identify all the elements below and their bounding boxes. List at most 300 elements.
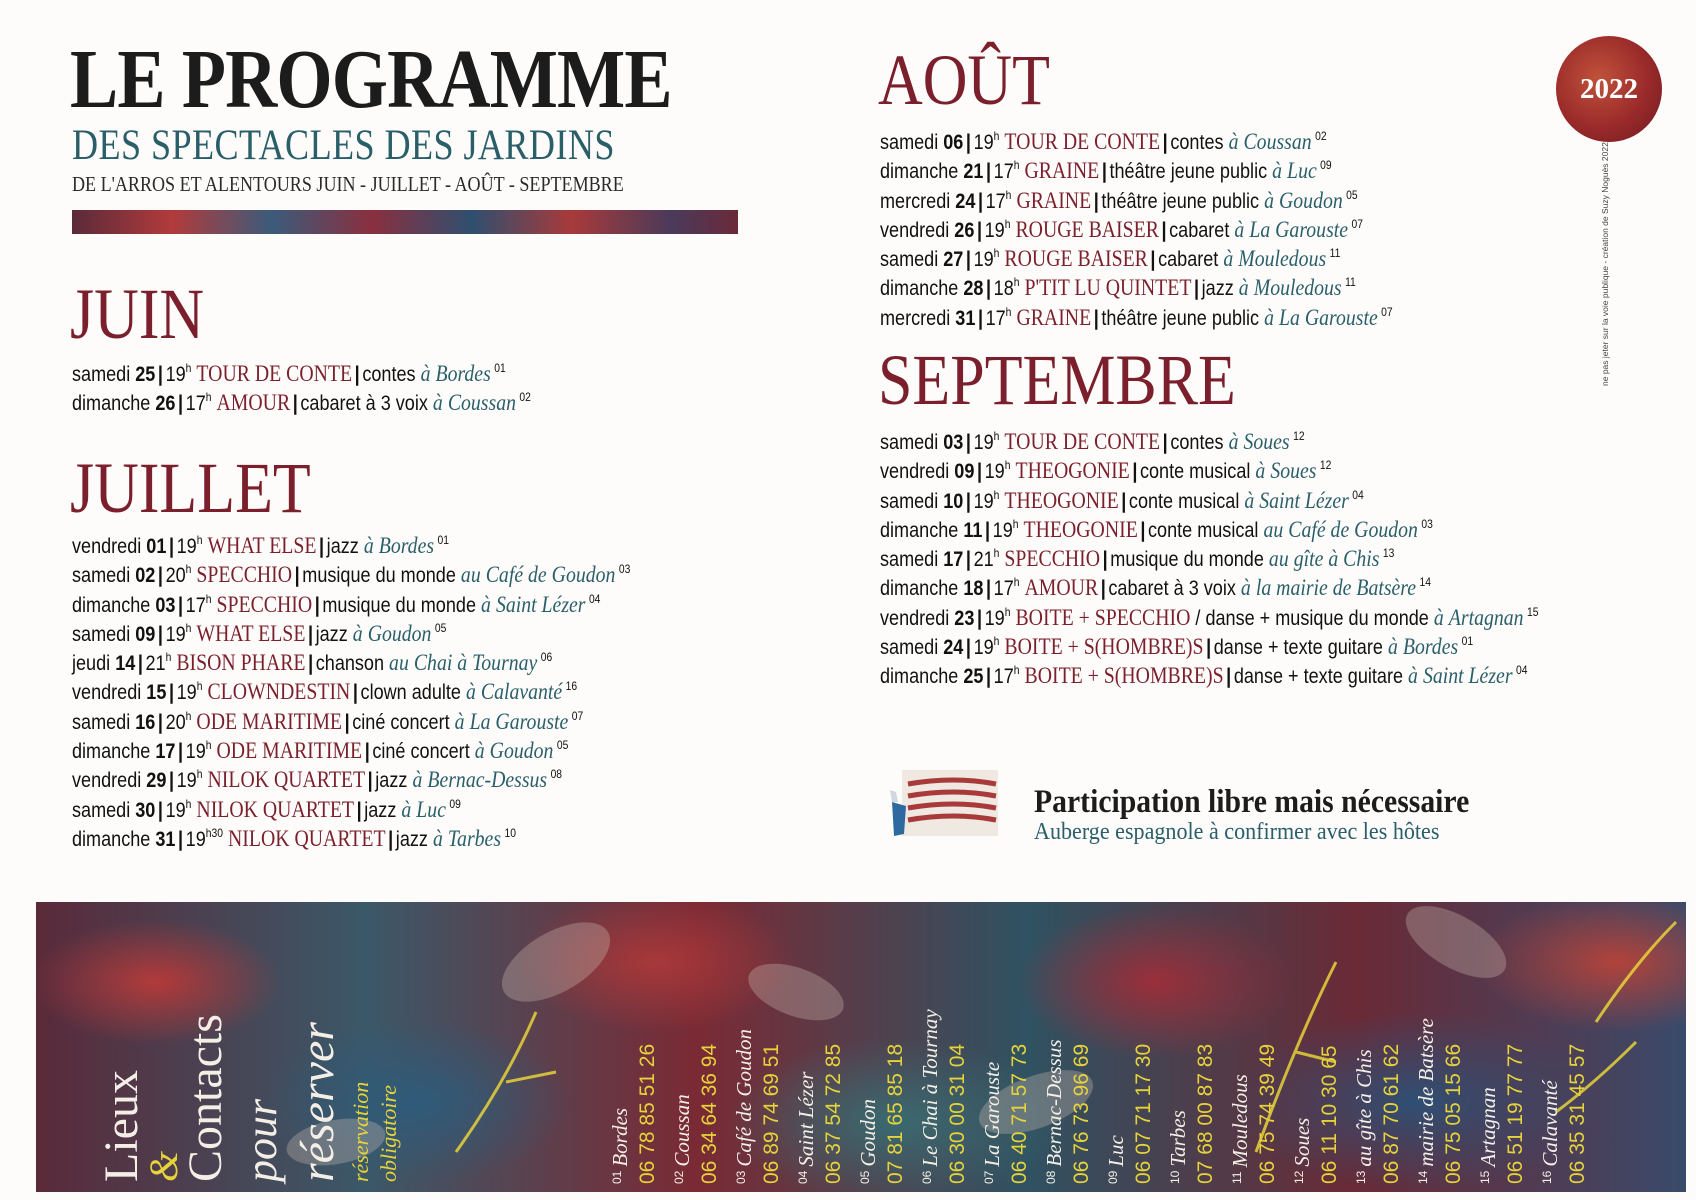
event-date: 09 [954, 460, 975, 484]
separator: | [178, 593, 184, 617]
venue-name: Mouledous [1228, 1074, 1252, 1168]
event-prep: à [1272, 158, 1283, 184]
separator: | [294, 564, 300, 588]
event-hour: 19 [984, 460, 1005, 484]
event-weekday: mercredi [880, 306, 951, 330]
event-weekday: dimanche [880, 518, 959, 542]
event-hour: 19 [992, 518, 1013, 542]
event-hour: 20 [165, 564, 186, 588]
event-weekday: dimanche [72, 392, 151, 416]
event-weekday: jeudi [72, 652, 111, 676]
event-hour-suffix: h [993, 129, 1000, 143]
event-date: 18 [963, 577, 984, 601]
event-date: 06 [943, 131, 964, 154]
separator: | [178, 392, 184, 416]
venue-name: Coussan [670, 1094, 694, 1167]
venue-number: 05 [858, 1170, 872, 1184]
event-weekday: samedi [72, 710, 131, 734]
event-weekday: samedi [880, 636, 939, 660]
event-title: ODE MARITIME [196, 708, 343, 734]
event-genre: théâtre jeune public [1109, 160, 1268, 184]
event-row [72, 585, 630, 617]
event-place: Saint Lézer [495, 591, 586, 617]
event-ref: 03 [618, 562, 631, 577]
event-row [72, 383, 531, 416]
event-hour-suffix: h [993, 487, 1000, 502]
event-list-juillet [72, 526, 721, 851]
event-genre: jazz [364, 798, 397, 822]
event-weekday: vendredi [880, 218, 950, 242]
event-weekday: vendredi [72, 535, 142, 558]
event-date: 24 [955, 189, 976, 213]
event-hour-suffix: h [1004, 458, 1011, 473]
event-title: BISON PHARE [176, 650, 306, 676]
event-list-septembre [880, 422, 1646, 689]
event-weekday: samedi [880, 548, 939, 572]
month-heading-juin: JUIN [70, 274, 205, 354]
band-title-pour: pour [237, 1098, 286, 1182]
event-place: Mouledous [1253, 275, 1342, 301]
separator: | [168, 681, 175, 705]
event-weekday: samedi [72, 622, 131, 646]
event-hour-suffix: h [993, 634, 1000, 649]
year-badge [1556, 36, 1662, 142]
event-place: Mouledous [1238, 246, 1327, 272]
event-ref: 05 [1346, 187, 1358, 202]
event-place: Calavanté [480, 679, 563, 705]
event-list-aout [880, 122, 1476, 330]
event-hour: 20 [165, 710, 186, 734]
event-title: P'TIT LU QUINTET [1024, 275, 1192, 301]
header-stripe [72, 210, 738, 234]
separator: | [1093, 306, 1099, 330]
event-prep: au [1263, 516, 1284, 542]
separator: | [985, 518, 991, 542]
venue-name-item [608, 902, 634, 1184]
venue-name: La Garouste [980, 1061, 1004, 1167]
venue-name-item [1352, 902, 1378, 1184]
event-hour: 17 [993, 577, 1014, 601]
event-place: Café de Goudon [1288, 516, 1418, 542]
event-title: GRAINE [1016, 304, 1092, 330]
event-weekday: dimanche [72, 740, 151, 764]
venue-name-item [1042, 902, 1068, 1184]
event-place: Goudon [489, 738, 554, 764]
event-place: Tarbes [447, 825, 502, 851]
event-day [72, 392, 175, 415]
event-date: 31 [955, 306, 976, 330]
event-prep: au [1268, 546, 1289, 572]
event-row [72, 526, 630, 558]
separator: | [965, 248, 971, 272]
event-hour-suffix: h [1004, 604, 1011, 619]
venue-name-item [980, 902, 1006, 1184]
event-time [985, 304, 1012, 330]
event-row [880, 451, 1538, 484]
event-place: Goudon [367, 620, 432, 646]
event-prep: à [1433, 604, 1444, 630]
venue-phone: 06 34 64 36 94 [698, 1043, 721, 1184]
separator: | [1194, 277, 1200, 301]
event-hour-suffix: h [993, 246, 1000, 261]
event-hour: 19 [185, 827, 206, 851]
separator: | [292, 392, 298, 416]
venue-phone: 06 30 00 31 04 [946, 1043, 969, 1184]
venue-number: 11 [1230, 1171, 1244, 1184]
event-ref: 15 [1526, 604, 1539, 619]
event-prep: à [1228, 429, 1239, 454]
event-time [186, 392, 212, 415]
event-date: 17 [155, 740, 176, 764]
event-prep: à [352, 620, 363, 646]
venue-name-item [918, 902, 944, 1184]
separator: | [307, 622, 314, 646]
separator: | [976, 606, 983, 630]
venue-name: Tarbes [1166, 1110, 1190, 1167]
venue-number: 13 [1354, 1170, 1368, 1184]
page-tagline: DE L'ARROS ET ALENTOURS JUIN - JUILLET - AOÛT - SEPTEMBRE [72, 172, 624, 196]
event-hour-suffix: h [185, 796, 192, 811]
venue-phone: 06 40 71 57 73 [1008, 1043, 1031, 1184]
event-title: NILOK QUARTET [207, 767, 366, 793]
event-hour: 19 [165, 363, 186, 386]
venue-number: 15 [1478, 1170, 1492, 1184]
band-reservation-line1: réservation [348, 1081, 373, 1182]
event-row [72, 672, 630, 705]
event-place: Bernac-Dessus [427, 767, 548, 793]
event-ref: 09 [1320, 158, 1332, 173]
event-day [72, 828, 175, 851]
event-prep: à [481, 591, 491, 617]
event-hour-suffix: h [1005, 187, 1012, 202]
separator: | [367, 769, 373, 793]
separator: | [178, 740, 184, 764]
event-genre: clown adulte [360, 681, 461, 705]
event-ref: 01 [1461, 634, 1474, 649]
event-weekday: dimanche [880, 160, 959, 184]
separator: | [1162, 131, 1168, 154]
venue-phone: 07 68 00 87 83 [1194, 1043, 1217, 1184]
venue-number: 06 [920, 1170, 934, 1184]
event-prep: à [1223, 246, 1234, 272]
event-row [880, 510, 1538, 542]
event-ref: 04 [1515, 663, 1528, 678]
separator: | [1132, 460, 1138, 484]
separator: | [157, 798, 163, 822]
event-title: AMOUR [216, 390, 291, 416]
event-date: 09 [135, 622, 156, 646]
separator: | [1206, 636, 1212, 660]
event-row [72, 643, 630, 676]
event-ref: 01 [494, 361, 506, 375]
event-title: THEOGONIE [1023, 516, 1138, 542]
event-genre: cabaret [1158, 248, 1219, 272]
event-hour-suffix: h [1013, 575, 1020, 590]
event-genre: musique du monde [322, 593, 476, 617]
event-hour: 17 [993, 160, 1014, 184]
separator: | [1140, 518, 1146, 542]
event-ref: 06 [540, 650, 553, 665]
event-hour: 17 [185, 392, 206, 416]
event-hour-suffix: h [1013, 275, 1020, 290]
event-hour: 17 [993, 665, 1014, 689]
event-hour: 19 [984, 606, 1005, 630]
event-genre: conte musical [1139, 460, 1251, 484]
event-ref: 07 [1381, 304, 1393, 319]
event-list-juin [72, 354, 606, 416]
event-date: 26 [954, 218, 975, 242]
event-place: Artagnan [1448, 604, 1524, 630]
event-row [880, 210, 1393, 242]
event-place: Coussan [447, 390, 516, 416]
event-weekday: dimanche [72, 827, 151, 851]
venue-name: Saint Lézer [794, 1071, 818, 1167]
event-weekday: samedi [72, 564, 131, 588]
event-genre: jazz [1201, 277, 1234, 301]
event-hour: 19 [973, 248, 994, 272]
event-title: WHAT ELSE [196, 620, 306, 646]
event-prep: à [363, 533, 374, 558]
event-row [880, 539, 1538, 572]
event-weekday: samedi [880, 248, 939, 272]
event-date: 03 [155, 593, 176, 617]
event-weekday: samedi [72, 798, 131, 822]
separator: | [965, 548, 971, 572]
event-title: TOUR DE CONTE [1004, 429, 1161, 454]
event-date: 25 [135, 363, 156, 386]
separator: | [157, 564, 163, 588]
venue-number: 01 [610, 1170, 624, 1184]
venue-number: 04 [796, 1170, 810, 1184]
separator: | [319, 535, 325, 558]
event-ref: 07 [571, 708, 584, 723]
event-date: 27 [943, 248, 964, 272]
event-hour-suffix: h [196, 767, 203, 782]
participation-text: Participation libre mais nécessaire [1034, 784, 1470, 820]
event-row [72, 555, 631, 588]
event-ref: 05 [556, 738, 569, 753]
venue-number: 08 [1044, 1170, 1058, 1184]
venue-name: Bordes [608, 1107, 632, 1167]
event-date: 29 [146, 769, 167, 793]
year-label: 2022 [1580, 72, 1638, 105]
event-prep: à [1234, 216, 1245, 242]
venue-phone: 06 87 70 61 62 [1380, 1043, 1403, 1184]
separator: | [986, 277, 992, 301]
event-title: WHAT ELSE [207, 533, 317, 558]
event-ref: 05 [434, 620, 447, 635]
auberge-illustration [884, 762, 1004, 844]
band-title-reserver: réserver [291, 1022, 344, 1182]
event-date: 17 [943, 548, 964, 572]
separator: | [157, 622, 163, 646]
event-hour: 19 [973, 636, 994, 660]
event-date: 25 [963, 665, 984, 689]
event-ref: 12 [1293, 429, 1305, 443]
venue-number: 14 [1416, 1170, 1430, 1184]
event-date: 15 [146, 681, 167, 705]
event-ref: 13 [1382, 546, 1395, 561]
month-heading-septembre: SEPTEMBRE [878, 340, 1236, 420]
event-genre: chanson [315, 652, 385, 676]
event-weekday: samedi [880, 431, 939, 454]
event-title: TOUR DE CONTE [196, 361, 353, 386]
event-prep: à [1240, 575, 1251, 601]
venue-phone: 07 81 65 85 18 [884, 1043, 907, 1184]
event-prep: à [432, 390, 443, 416]
event-hour-suffix: h [196, 533, 203, 547]
event-weekday: dimanche [72, 593, 151, 617]
event-prep: à [474, 738, 485, 764]
event-row [880, 181, 1393, 213]
event-ref: 03 [1421, 516, 1433, 531]
separator: | [1102, 548, 1108, 572]
venue-name: Café de Goudon [732, 1028, 756, 1167]
event-title: NILOK QUARTET [196, 796, 355, 822]
venue-phone: 06 76 73 96 69 [1070, 1043, 1093, 1184]
event-row [72, 731, 630, 764]
event-prep: à [1228, 129, 1239, 154]
separator: | [965, 431, 971, 454]
event-title: BOITE + S(HOMBRE)S [1004, 634, 1204, 660]
venue-name: Luc [1104, 1135, 1128, 1167]
venue-name-item [856, 902, 882, 1184]
venue-phone: 06 11 10 30 65 [1318, 1045, 1341, 1184]
separator: | [137, 652, 143, 676]
event-hour-suffix: h [1013, 663, 1020, 678]
event-hour-suffix: h [993, 429, 1000, 443]
event-weekday: samedi [72, 363, 131, 386]
event-weekday: samedi [880, 131, 939, 154]
venue-number: 12 [1292, 1170, 1306, 1184]
event-date: 01 [146, 535, 167, 558]
venue-number: 02 [672, 1170, 686, 1184]
event-hour-suffix: h [185, 620, 192, 635]
event-genre: danse + texte guitare [1233, 665, 1404, 689]
event-genre: théâtre jeune public [1101, 306, 1260, 330]
event-hour-suffix: h [993, 546, 1000, 561]
event-weekday: dimanche [880, 277, 959, 301]
event-weekday: dimanche [880, 577, 959, 601]
event-hour: 19 [165, 622, 186, 646]
venue-name-item [1538, 902, 1564, 1184]
event-row [72, 614, 630, 646]
event-hour: 18 [993, 277, 1014, 301]
separator: | [168, 535, 175, 558]
event-place: Bordes [435, 361, 491, 386]
event-row [880, 481, 1538, 513]
event-place: Soues [1243, 429, 1290, 454]
venue-name-item [1166, 902, 1192, 1184]
separator: | [354, 363, 360, 386]
venue-phone: 06 51 19 77 77 [1504, 1043, 1527, 1184]
event-ref: 11 [1329, 246, 1341, 261]
separator: | [977, 189, 984, 213]
event-ref: 02 [519, 390, 531, 405]
event-genre: danse + texte guitare [1213, 636, 1383, 660]
event-hour: 19 [176, 769, 197, 793]
separator: | [1093, 189, 1099, 213]
event-place: Luc [416, 796, 446, 822]
event-place: Chai à Tournay [413, 650, 538, 676]
event-title: SPECCHIO [196, 562, 293, 588]
event-hour-suffix: h [165, 650, 172, 665]
event-title: CLOWNDESTIN [207, 679, 351, 705]
separator: | [965, 636, 971, 660]
venue-name-item [670, 902, 696, 1184]
event-title: AMOUR [1024, 575, 1099, 601]
event-ref: 01 [437, 533, 449, 547]
event-date: 26 [155, 392, 176, 416]
event-row [72, 354, 531, 386]
event-genre: jazz [315, 622, 348, 646]
event-place: Bordes [378, 533, 435, 558]
event-row [880, 627, 1538, 660]
event-hour: 17 [185, 593, 206, 617]
separator: | [344, 710, 350, 734]
venue-name-item [732, 902, 758, 1184]
event-place: Saint Lézer [1259, 487, 1349, 513]
separator: | [986, 160, 992, 184]
event-time [994, 665, 1020, 688]
event-row [72, 790, 630, 822]
separator: | [976, 218, 983, 242]
event-date: 30 [135, 798, 156, 822]
separator: | [1121, 489, 1127, 513]
event-hour-suffix: h [205, 738, 212, 753]
event-title: GRAINE [1016, 187, 1092, 213]
event-prep: à [1264, 304, 1274, 330]
event-day [880, 307, 975, 330]
venue-name-item [1228, 902, 1254, 1184]
separator: | [356, 798, 362, 822]
event-hour-suffix: h [1004, 216, 1011, 231]
event-row [880, 239, 1393, 272]
credit-note: ne pas jeter sur la voie publique - création de Suzy Noguès 2022 [1600, 142, 1610, 386]
event-genre: contes [1170, 431, 1224, 454]
event-date: 24 [943, 636, 964, 660]
event-hour-suffix: h [1012, 516, 1019, 531]
event-date: 10 [943, 489, 964, 513]
event-row [880, 298, 1393, 330]
event-title: NILOK QUARTET [227, 825, 386, 851]
venue-name: Bernac-Dessus [1042, 1039, 1066, 1167]
event-title: ROUGE BAISER [1004, 246, 1148, 272]
event-weekday: vendredi [72, 681, 142, 705]
event-title: BOITE + SPECCHIO [1015, 604, 1191, 630]
event-hour-suffix: h [196, 679, 203, 694]
month-heading-aout: AOÛT [878, 40, 1050, 120]
separator: | [1100, 577, 1106, 601]
separator: | [178, 827, 184, 851]
event-prep: à [1255, 458, 1266, 484]
venue-name: au gîte à Chis [1352, 1049, 1376, 1167]
event-hour-suffix: h [185, 562, 192, 577]
event-weekday: vendredi [72, 769, 142, 793]
venue-name: mairie de Batsère [1414, 1018, 1438, 1167]
event-prep: à [420, 361, 431, 386]
event-weekday: dimanche [880, 665, 959, 689]
event-genre: conte musical [1148, 518, 1259, 542]
venue-name-item [1414, 902, 1440, 1184]
event-hour: 19 [973, 431, 994, 454]
event-weekday: mercredi [880, 189, 951, 213]
event-place: Café de Goudon [485, 562, 616, 588]
venue-phone: 06 37 54 72 85 [822, 1043, 845, 1184]
event-hour-suffix: h [1005, 304, 1012, 319]
event-hour: 19 [973, 131, 994, 154]
event-place: gîte à Chis [1293, 546, 1380, 572]
